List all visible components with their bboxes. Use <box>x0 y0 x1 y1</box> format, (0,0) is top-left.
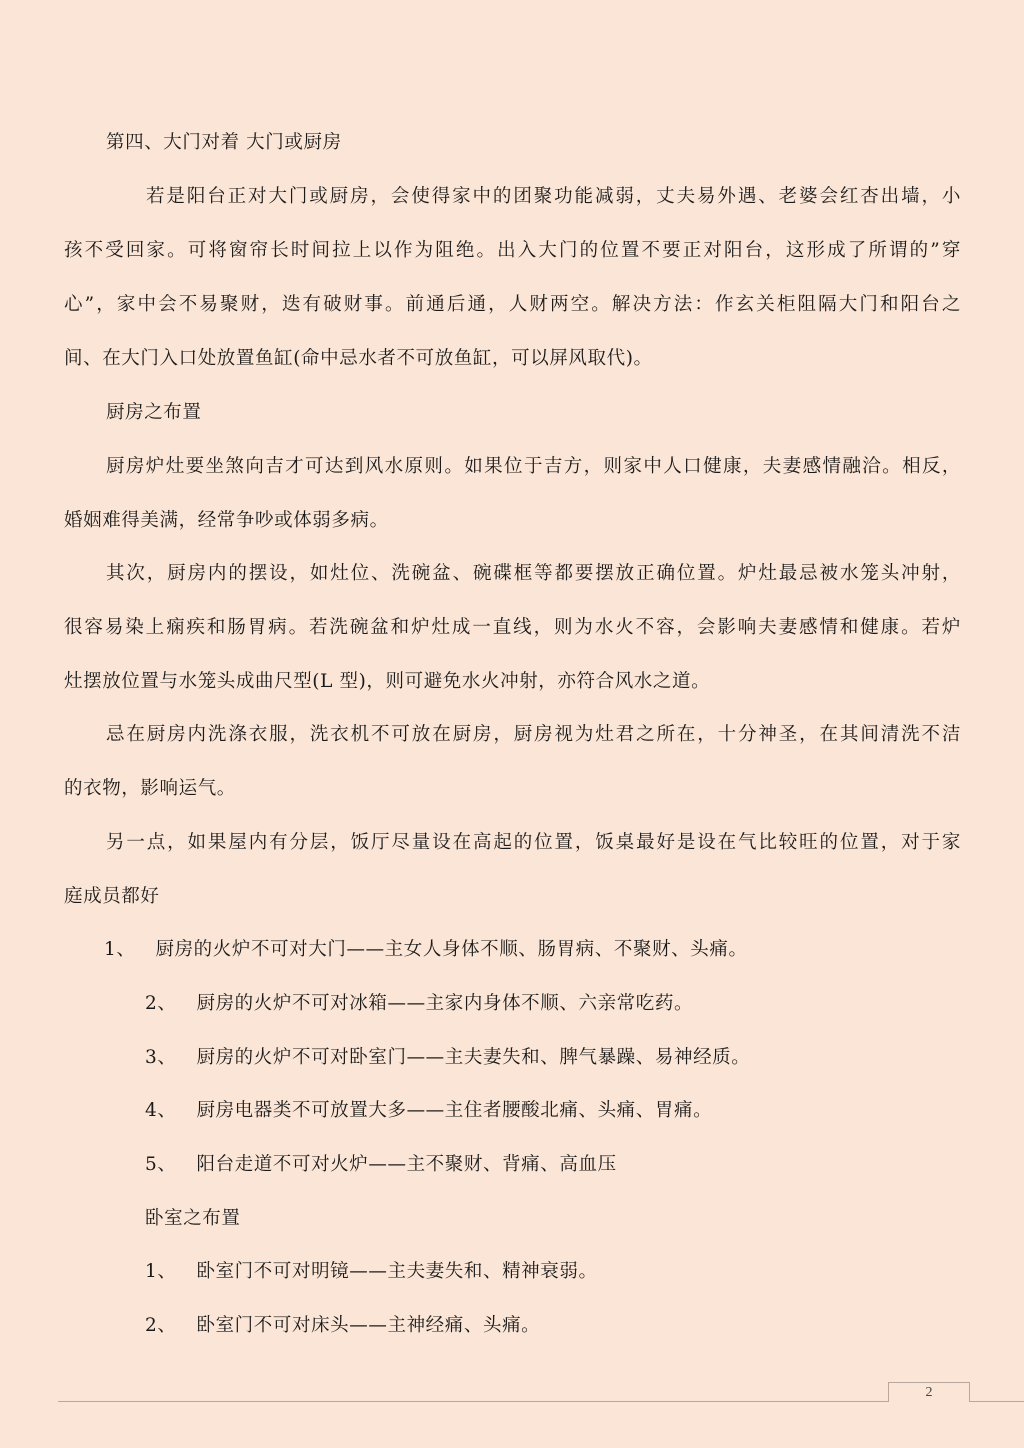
paragraph-line: 忌在厨房内洗涤衣服，洗衣机不可放在厨房，厨房视为灶君之所在，十分神圣，在其间清洗不洁 <box>106 724 961 745</box>
list-item-text: 卧室门不可对明镜——主夫妻失和、精神衰弱。 <box>196 1261 598 1282</box>
list-item-number: 2、 <box>145 1315 177 1336</box>
list-item-number: 4、 <box>145 1100 177 1121</box>
paragraph-line: 的衣物，影响运气。 <box>64 778 236 799</box>
paragraph-line: 庭成员都好 <box>64 886 160 907</box>
list-item-number: 1、 <box>104 939 136 960</box>
paragraph-line: 若是阳台正对大门或厨房，会使得家中的团聚功能减弱，丈夫易外遇、老婆会红杏出墙，小 <box>146 186 961 207</box>
list-item-text: 阳台走道不可对火炉——主不聚财、背痛、高血压 <box>196 1154 617 1175</box>
list-item-number: 3、 <box>145 1047 177 1068</box>
list-item <box>104 938 748 962</box>
list-item-number: 5、 <box>145 1154 177 1175</box>
list-item-number: 1、 <box>145 1261 177 1282</box>
section-heading: 厨房之布置 <box>106 402 202 423</box>
list-item <box>145 1260 598 1284</box>
list-item-text: 厨房的火炉不可对冰箱——主家内身体不顺、六亲常吃药。 <box>196 993 694 1014</box>
list-item <box>145 1046 750 1070</box>
paragraph-line: 厨房炉灶要坐煞向吉才可达到风水原则。如果位于吉方，则家中人口健康，夫妻感情融洽。相反， <box>106 456 961 477</box>
list-item-text: 卧室门不可对床头——主神经痛、头痛。 <box>196 1315 541 1336</box>
paragraph-line: 灶摆放位置与水笼头成曲尺型(L 型)，则可避免水火冲射，亦符合风水之道。 <box>64 671 711 692</box>
list-item <box>145 1153 617 1177</box>
paragraph-line: 其次，厨房内的摆设，如灶位、洗碗盆、碗碟框等都要摆放正确位置。炉灶最忌被水笼头冲射， <box>106 563 961 584</box>
list-item-number: 2、 <box>145 993 177 1014</box>
list-item <box>145 1314 540 1338</box>
section-heading: 卧室之布置 <box>145 1208 241 1229</box>
paragraph-line: 很容易染上痫疾和肠胃病。若洗碗盆和炉灶成一直线，则为水火不容，会影响夫妻感情和健康。若炉 <box>64 617 961 638</box>
list-item-text: 厨房电器类不可放置大多——主住者腰酸北痛、头痛、胃痛。 <box>196 1100 713 1121</box>
page-number: 2 <box>888 1382 970 1402</box>
list-item-text: 厨房的火炉不可对大门——主女人身体不顺、肠胃病、不聚财、头痛。 <box>155 939 748 960</box>
paragraph-line: 婚姻难得美满，经常争吵或体弱多病。 <box>64 510 389 531</box>
paragraph-line: 心”，家中会不易聚财，迭有破财事。前通后通，人财两空。解决方法：作玄关柜阻隔大门和阳台之 <box>64 294 961 315</box>
section-heading: 第四、大门对着 大门或厨房 <box>106 132 342 153</box>
list-item <box>145 1099 712 1123</box>
footer-rule <box>58 1401 1024 1402</box>
paragraph-line: 另一点，如果屋内有分层，饭厅尽量设在高起的位置，饭桌最好是设在气比较旺的位置，对于家 <box>106 832 961 853</box>
paragraph-line: 间、在大门入口处放置鱼缸(命中忌水者不可放鱼缸，可以屏风取代)。 <box>64 348 653 369</box>
list-item <box>145 992 693 1016</box>
paragraph-line: 孩不受回家。可将窗帘长时间拉上以作为阻绝。出入大门的位置不要正对阳台，这形成了所谓的”穿 <box>64 240 961 261</box>
list-item-text: 厨房的火炉不可对卧室门——主夫妻失和、脾气暴躁、易神经质。 <box>196 1047 751 1068</box>
